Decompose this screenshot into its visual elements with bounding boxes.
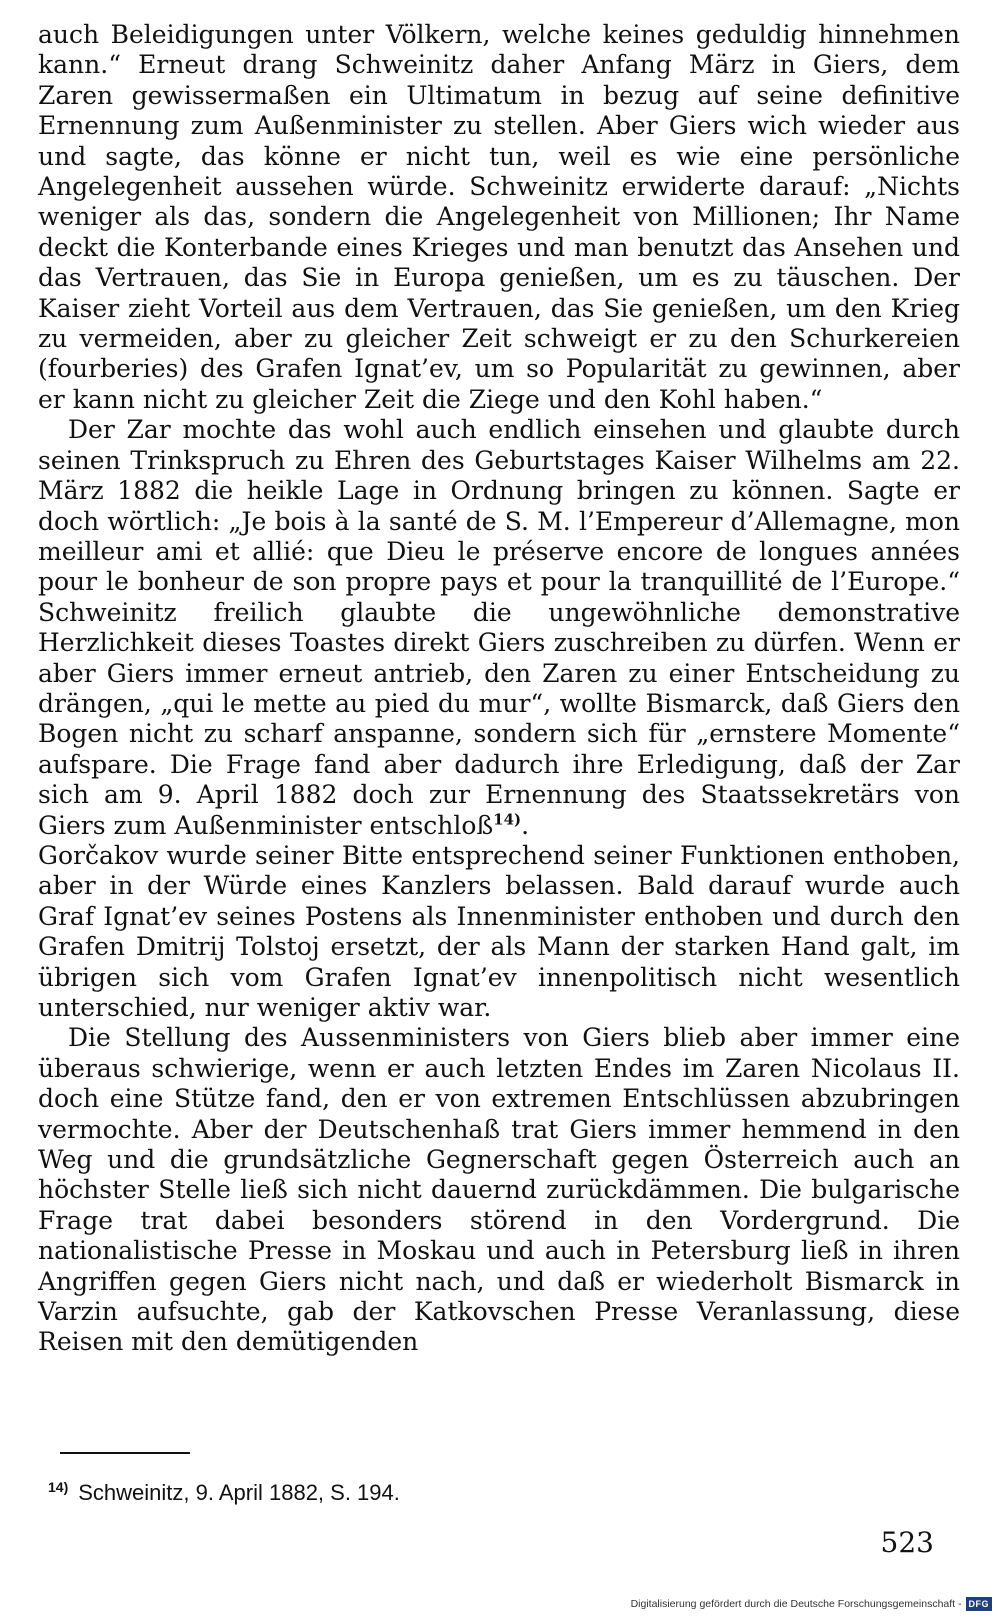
footnote-text: Schweinitz, 9. April 1882, S. 194. [78, 1480, 400, 1505]
footnote-divider [60, 1452, 190, 1454]
paragraph-3: Gorčakov wurde seiner Bitte entsprechend seiner Funktionen enthoben, aber in der Würde eines Kanzlers belassen. Bald darauf wurde auch Graf Ignat’ev seines Postens als Innenminister enthoben und durch den Grafen Dmitrij Tolstoj ersetzt, der als Mann der starken Hand galt, im übrigen sich vom Grafen Ignat’ev innenpolitisch nicht wesentlich unterschied, nur weniger aktiv war. [38, 840, 960, 1022]
paragraph-2-text: Der Zar mochte das wohl auch endlich einsehen und glaubte durch seinen Trinkspruch zu Ehren des Geburtstages Kaiser Wilhelms am 22. März 1882 die heikle Lage in Ordnung bringen zu können. Sagte er doch wörtlich: „Je bois à la santé de S. M. l’Empereur d’Allemagne, mon meilleur ami et allié: que Dieu le préserve encore de longues années pour le bonheur de son propre pays et pour la tranquillité de l’Europe.“ Schweinitz freilich glaubte die ungewöhnliche demonstrative Herzlichkeit dieses Toastes direkt Giers zuschreiben zu dürfen. Wenn er aber Giers immer erneut antrieb, den Zaren zu einer Entscheidung zu drängen, „qui le mette au pied du mur“, wollte Bismarck, daß Giers den Bogen nicht zu scharf anspanne, sondern sich für „ernstere Momente“ aufspare. Die Frage fand aber dadurch ihre Erledigung, daß der Zar sich am 9. April 1882 doch zur Ernennung des Staatssekretärs von Giers zum Außenminister entschloß [38, 415, 960, 840]
paragraph-2-tail: . [521, 810, 530, 840]
footnote [48, 1478, 748, 1508]
page-number: 523 [880, 1526, 934, 1559]
footnote-reference[interactable]: 14) [493, 810, 522, 829]
credit-text: Digitalisierung gefördert durch die Deutsche Forschungsgemeinschaft - [630, 1598, 962, 1610]
dfg-logo-icon: DFG [966, 1597, 993, 1611]
digitization-credit [631, 1596, 992, 1612]
paragraph-1: auch Beleidigungen unter Völkern, welche keines geduldig hinnehmen kann.“ Erneut drang Schweinitz daher Anfang März in Giers, dem Zaren gewissermaßen ein Ultimatum in bezug auf seine definitive Ernennung zum Außenminister zu stellen. Aber Giers wich wieder aus und sagte, das könne er nicht tun, weil es wie eine persönliche Angelegenheit aussehen würde. Schweinitz erwiderte darauf: „Nichts weniger als das, sondern die Angelegenheit von Millionen; Ihr Name deckt die Konterbande eines Krieges und man benutzt das Ansehen und das Vertrauen, das Sie in Europa genießen, um es zu täuschen. Der Kaiser zieht Vorteil aus dem Vertrauen, das Sie genießen, um den Krieg zu vermeiden, aber zu gleicher Zeit schweigt er zu den Schurkereien (fourberies) des Grafen Ignat’ev, um so Popularität zu gewinnen, aber er kann nicht zu gleicher Zeit die Ziege und den Kohl haben.“ [38, 20, 960, 414]
footnote-mark: 14) [48, 1478, 69, 1495]
paragraph-4: Die Stellung des Aussenministers von Giers blieb aber immer eine überaus schwierige, wenn er auch letzten Endes im Zaren Nicolaus II. doch eine Stütze fand, den er von extremen Entschlüssen abzubringen vermochte. Aber der Deutschenhaß trat Giers immer hemmend in den Weg und die grundsätzliche Gegnerschaft gegen Österreich auch an höchster Stelle ließ sich nicht dauernd zurückdämmen. Die bulgarische Frage trat dabei besonders störend in den Vordergrund. Die nationalistische Presse in Moskau und auch in Petersburg ließ in ihren Angriffen gegen Giers nicht nach, und daß er wiederholt Bismarck in Varzin aufsuchte, gab der Katkovschen Presse Veranlassung, diese Reisen mit den demütigenden [38, 1023, 960, 1357]
body-text [38, 20, 960, 1358]
paragraph-2 [38, 415, 960, 841]
